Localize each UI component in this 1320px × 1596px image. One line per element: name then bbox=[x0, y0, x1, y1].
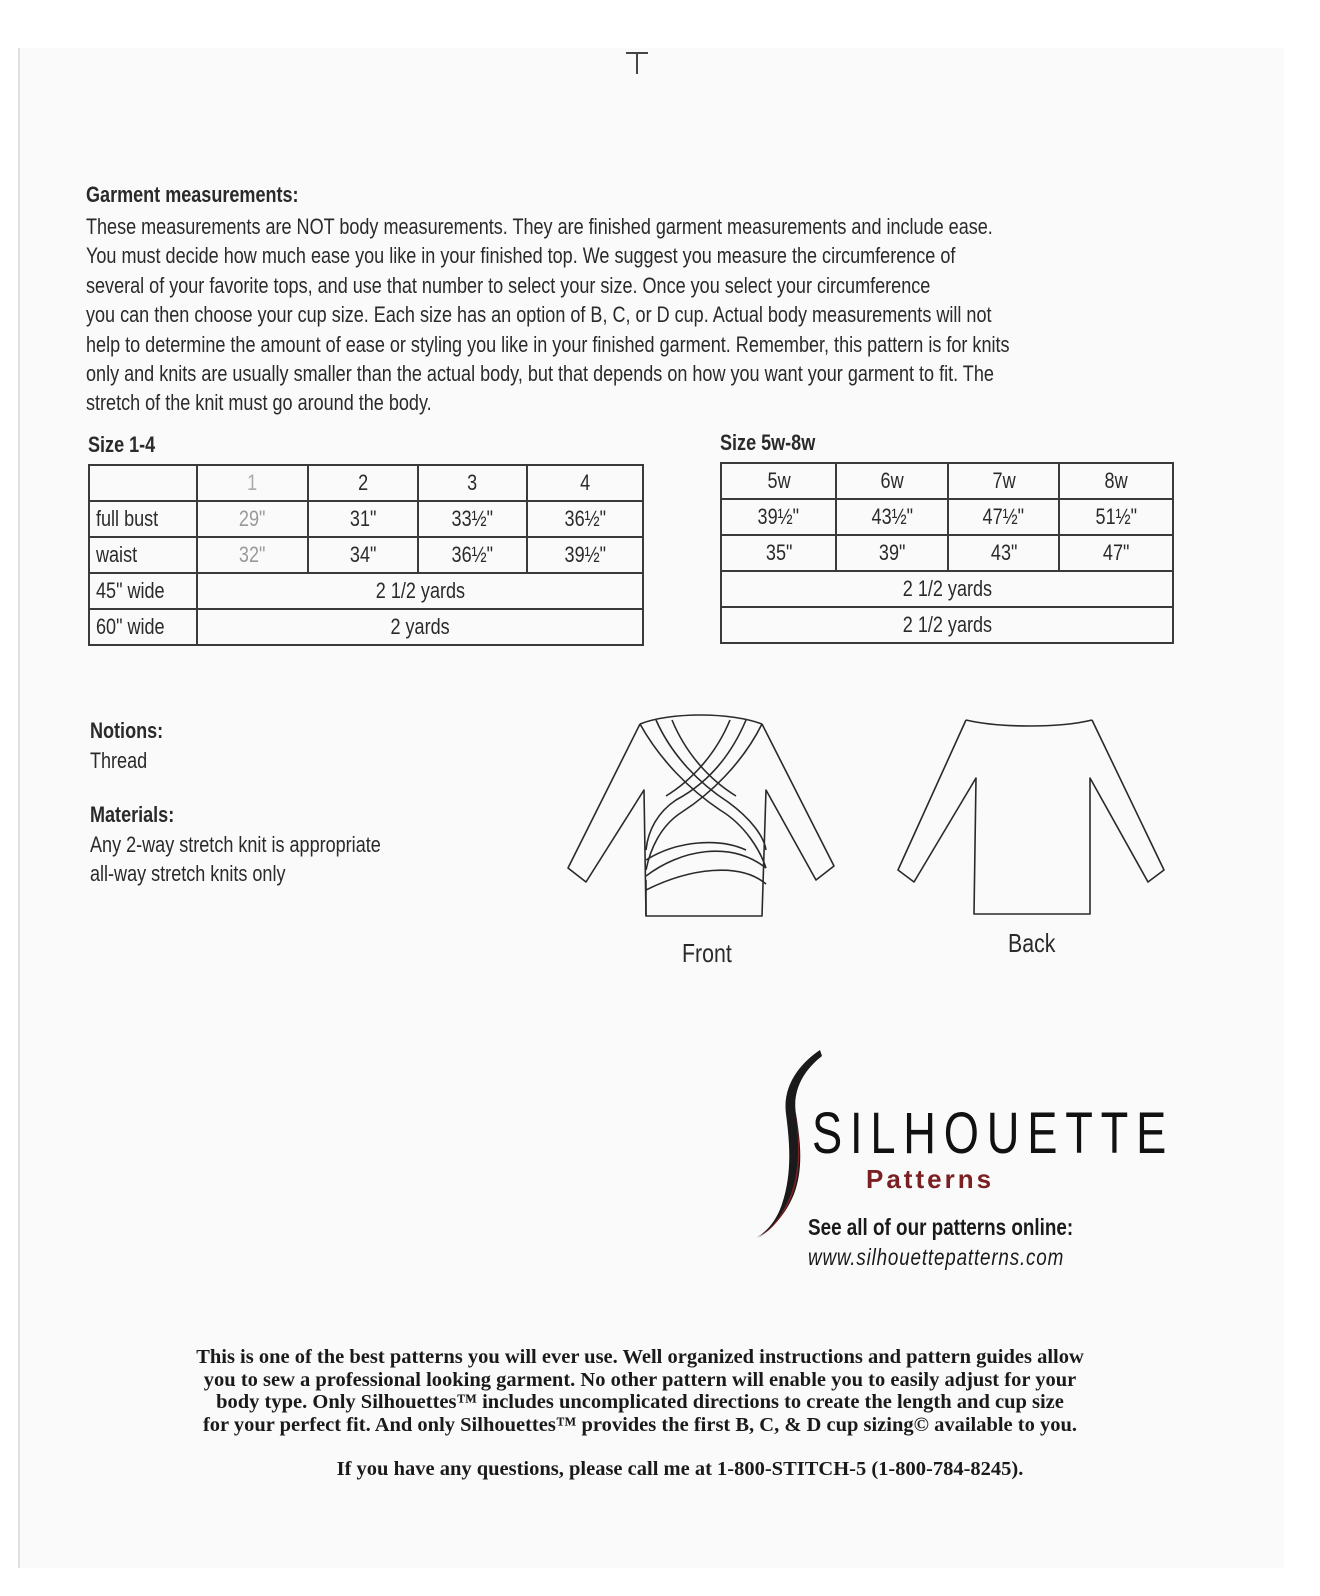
table-cell: 35" bbox=[721, 535, 836, 571]
table-cell: 47" bbox=[1059, 535, 1173, 571]
promo-line: This is one of the best patterns you will ever use. Well organized instructions and pattern guides allow bbox=[196, 1346, 1084, 1368]
intro-line: These measurements are NOT body measurements. They are finished garment measurements and include ease. bbox=[86, 214, 993, 239]
intro-line: help to determine the amount of ease or styling you like in your finished garment. Remember, this pattern is for knits bbox=[86, 331, 1010, 357]
table-row bbox=[721, 499, 1173, 535]
table-header-cell: 7w bbox=[948, 463, 1060, 499]
table-header-cell bbox=[89, 465, 197, 501]
table-row bbox=[89, 501, 643, 537]
row-label: 60" wide bbox=[89, 609, 197, 645]
table-cell: 47½" bbox=[948, 499, 1060, 535]
back-garment-illustration bbox=[890, 706, 1180, 926]
table-row bbox=[89, 537, 643, 573]
table-row bbox=[721, 535, 1173, 571]
notions-heading: Notions: bbox=[90, 718, 164, 743]
contact-line: If you have any questions, please call me at 1-800-STITCH-5 (1-800-784-8245). bbox=[336, 1458, 1024, 1480]
yardage-cell: 2 yards bbox=[197, 609, 643, 645]
table-header-cell: 2 bbox=[308, 465, 417, 501]
size-1-4-table bbox=[88, 464, 644, 646]
table-cell: 43½" bbox=[836, 499, 948, 535]
size-5w-8w-title: Size 5w-8w bbox=[720, 430, 816, 455]
table-cell: 33½" bbox=[418, 501, 528, 537]
table-cell: 43" bbox=[948, 535, 1060, 571]
intro-line: you can then choose your cup size. Each size has an option of B, C, or D cup. Actual body measurements will not bbox=[86, 302, 992, 328]
front-label: Front bbox=[682, 938, 732, 968]
table-header-cell: 4 bbox=[527, 465, 643, 501]
yardage-row bbox=[721, 607, 1173, 643]
trim-mark-icon bbox=[622, 50, 652, 76]
table-header-row bbox=[89, 465, 643, 501]
front-garment-illustration bbox=[560, 700, 850, 930]
online-label: See all of our patterns online: bbox=[808, 1214, 1074, 1240]
table-cell: 36½" bbox=[418, 537, 528, 573]
table-header-cell: 6w bbox=[836, 463, 948, 499]
yardage-cell: 2 1/2 yards bbox=[197, 573, 643, 609]
yardage-cell: 2 1/2 yards bbox=[721, 571, 1173, 607]
website-link[interactable]: www.silhouettepatterns.com bbox=[808, 1244, 1065, 1270]
yardage-row bbox=[89, 573, 643, 609]
materials-heading: Materials: bbox=[90, 802, 175, 827]
table-cell: 39½" bbox=[721, 499, 836, 535]
table-cell: 29" bbox=[197, 501, 308, 537]
yardage-row bbox=[89, 609, 643, 645]
logo-subtitle: Patterns bbox=[866, 1164, 995, 1194]
intro-line: You must decide how much ease you like in your finished top. We suggest you measure the circumference of bbox=[86, 243, 956, 269]
garment-measurements-text bbox=[86, 212, 1010, 418]
promo-line: you to sew a professional looking garment. No other pattern will enable you to easily adjust for your bbox=[203, 1368, 1077, 1391]
table-header-cell: 1 bbox=[197, 465, 308, 501]
materials-line: Any 2-way stretch knit is appropriate bbox=[90, 832, 381, 857]
table-header-cell: 5w bbox=[721, 463, 836, 499]
row-label: waist bbox=[89, 537, 197, 573]
table-cell: 34" bbox=[308, 537, 417, 573]
row-label: full bust bbox=[89, 501, 197, 537]
garment-measurements-heading: Garment measurements: bbox=[86, 182, 299, 207]
materials-line: all-way stretch knits only bbox=[90, 861, 286, 886]
table-cell: 36½" bbox=[527, 501, 643, 537]
promo-paragraph bbox=[60, 1346, 1220, 1436]
table-header-cell: 3 bbox=[418, 465, 528, 501]
table-cell: 32" bbox=[197, 537, 308, 573]
table-cell: 51½" bbox=[1059, 499, 1173, 535]
logo-wordmark: SILHOUETTE bbox=[812, 1101, 1175, 1166]
promo-line: for your perfect fit. And only Silhouettes™ provides the first B, C, & D cup sizing© available to you. bbox=[202, 1413, 1078, 1436]
table-header-cell: 8w bbox=[1059, 463, 1173, 499]
yardage-cell: 2 1/2 yards bbox=[721, 607, 1173, 643]
intro-line: only and knits are usually smaller than the actual body, but that depends on how you want your garment to fit. The bbox=[86, 360, 994, 386]
back-label: Back bbox=[1008, 928, 1056, 958]
intro-line: several of your favorite tops, and use that number to select your size. Once you select your circumference bbox=[86, 272, 931, 298]
notions-text: Thread bbox=[90, 748, 148, 773]
table-cell: 39½" bbox=[527, 537, 643, 573]
materials-text bbox=[90, 830, 381, 888]
size-5w-8w-table bbox=[720, 462, 1174, 644]
yardage-row bbox=[721, 571, 1173, 607]
table-cell: 39" bbox=[836, 535, 948, 571]
row-label: 45" wide bbox=[89, 573, 197, 609]
table-cell: 31" bbox=[308, 501, 417, 537]
size-1-4-title: Size 1-4 bbox=[88, 432, 156, 457]
promo-line: body type. Only Silhouettes™ includes uncomplicated directions to create the length and cup size bbox=[216, 1391, 1064, 1413]
table-header-row bbox=[721, 463, 1173, 499]
intro-line: stretch of the knit must go around the body. bbox=[86, 390, 432, 416]
